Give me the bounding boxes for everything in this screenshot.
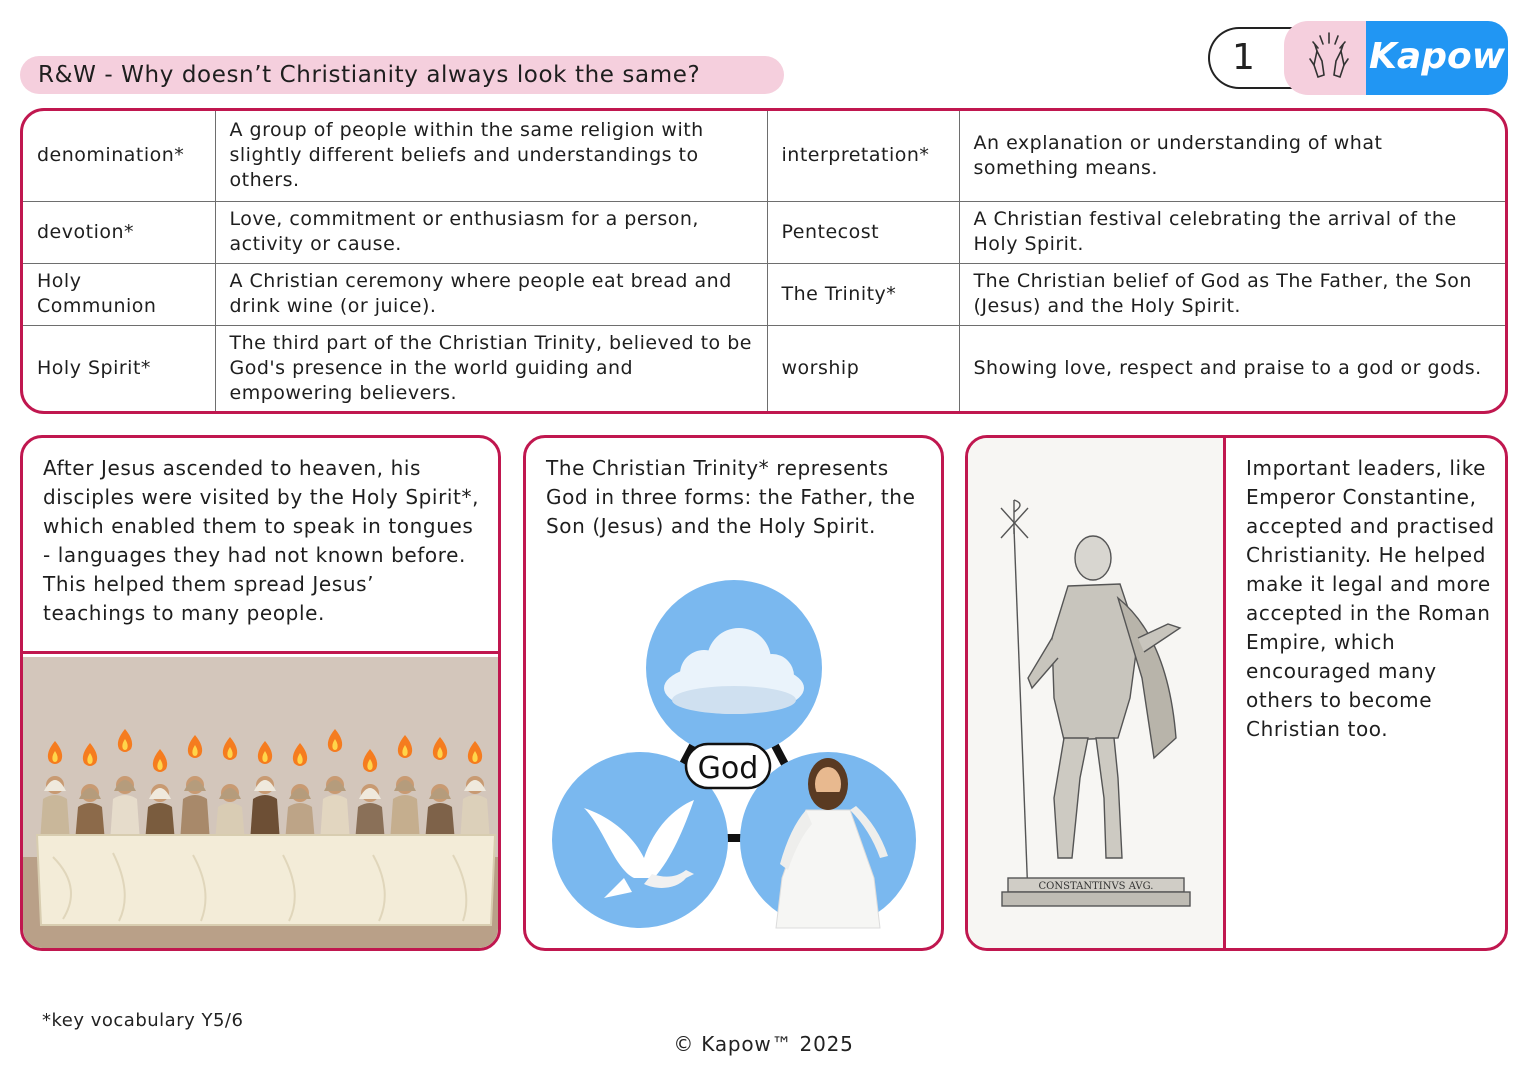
- trinity-panel: [523, 435, 944, 951]
- statue-inscription: CONSTANTINVS AVG.: [1038, 881, 1154, 892]
- pentecost-text: After Jesus ascended to heaven, his disciples were visited by the Holy Spirit*, which enabled them to speak in tongues - languages they had not known before. This helped them spread Jesus’ teachings to many people.: [23, 438, 498, 654]
- copyright: © Kapow™ 2025: [673, 1032, 854, 1056]
- key-vocabulary-footnote: *key vocabulary Y5/6: [42, 1010, 244, 1031]
- vocab-definition: A Christian ceremony where people eat bread and drink wine (or juice).: [215, 263, 767, 325]
- vocab-term: Holy Communion: [23, 263, 215, 325]
- vocab-term: Pentecost: [767, 201, 959, 263]
- vocab-row: [23, 325, 1505, 411]
- vocab-definition: An explanation or understanding of what something means.: [959, 111, 1505, 201]
- vocab-definition: The third part of the Christian Trinity, believed to be God's presence in the world guiding and empowering believers.: [215, 325, 767, 411]
- trinity-text: The Christian Trinity* represents God in three forms: the Father, the Son (Jesus) and the Holy Spirit.: [546, 456, 916, 538]
- trinity-diagram: [544, 578, 924, 938]
- constantine-text: Important leaders, like Emperor Constantine, accepted and practised Christianity. He helped make it legal and more accepted in the Roman Empire, which encouraged many others to become Christian too.: [1246, 456, 1495, 741]
- vocab-term: The Trinity*: [767, 263, 959, 325]
- vocabulary-table: [20, 108, 1508, 414]
- vocab-definition: The Christian belief of God as The Father, the Son (Jesus) and the Holy Spirit.: [959, 263, 1505, 325]
- vocab-definition: Showing love, respect and praise to a god or gods.: [959, 325, 1505, 411]
- vocab-term: worship: [767, 325, 959, 411]
- vocab-definition: A group of people within the same religion with slightly different beliefs and understandings to others.: [215, 111, 767, 201]
- god-label: God: [697, 751, 759, 786]
- vocab-term: denomination*: [23, 111, 215, 201]
- brand-header: [1208, 21, 1508, 95]
- vocab-row: [23, 201, 1505, 263]
- vocab-definition: A Christian festival celebrating the arrival of the Holy Spirit.: [959, 201, 1505, 263]
- pentecost-illustration: [23, 657, 501, 951]
- page-title: R&W - Why doesn’t Christianity always look the same?: [20, 56, 784, 94]
- vocab-term: interpretation*: [767, 111, 959, 201]
- pentecost-panel: [20, 435, 501, 951]
- vocab-row: [23, 111, 1505, 201]
- vocab-term: devotion*: [23, 201, 215, 263]
- page-number: 1: [1208, 27, 1318, 89]
- vocab-definition: Love, commitment or enthusiasm for a person, activity or cause.: [215, 201, 767, 263]
- praying-hands-icon: [1284, 21, 1374, 95]
- vocab-row: [23, 263, 1505, 325]
- constantine-statue-illustration: [968, 438, 1226, 951]
- kapow-logo: Kapow: [1366, 21, 1508, 95]
- constantine-panel: [965, 435, 1508, 951]
- vocab-term: Holy Spirit*: [23, 325, 215, 411]
